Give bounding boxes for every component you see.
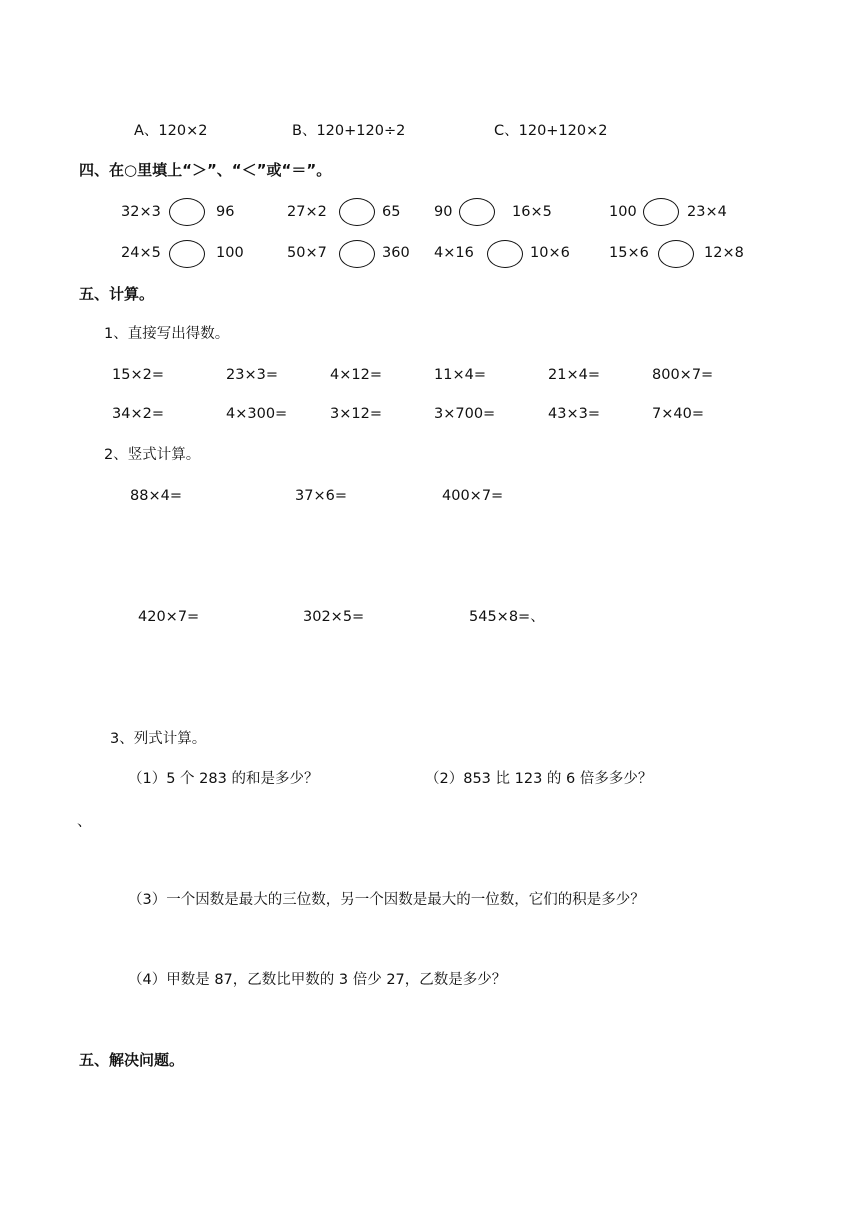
- vertical-problem: 302×5=: [303, 609, 365, 625]
- compare-left: 15×6: [609, 245, 649, 261]
- oral-problem: 4×300=: [226, 406, 288, 422]
- part-1-title: 1、直接写出得数。: [104, 326, 230, 342]
- oral-problem: 11×4=: [434, 367, 486, 383]
- compare-left: 90: [434, 204, 453, 220]
- compare-right: 65: [382, 204, 401, 220]
- oral-problem: 43×3=: [548, 406, 600, 422]
- oral-problem: 7×40=: [652, 406, 704, 422]
- oral-problem: 3×12=: [330, 406, 382, 422]
- oral-problem: 800×7=: [652, 367, 714, 383]
- compare-oval[interactable]: [169, 198, 205, 226]
- compare-right: 96: [216, 204, 235, 220]
- oral-problem: 4×12=: [330, 367, 382, 383]
- oral-problem: 34×2=: [112, 406, 164, 422]
- part-3-title: 3、列式计算。: [110, 731, 207, 747]
- oral-problem: 3×700=: [434, 406, 496, 422]
- compare-right: 360: [382, 245, 410, 261]
- compare-oval[interactable]: [643, 198, 679, 226]
- compare-right: 12×8: [704, 245, 744, 261]
- oral-problem: 21×4=: [548, 367, 600, 383]
- option-b: B、120+120÷2: [292, 123, 406, 139]
- vertical-problem: 545×8=、: [469, 609, 545, 625]
- option-c: C、120+120×2: [494, 123, 608, 139]
- compare-oval[interactable]: [339, 198, 375, 226]
- compare-left: 100: [609, 204, 637, 220]
- word-question-2: （2）853 比 123 的 6 倍多多少？: [425, 771, 653, 787]
- compare-left: 24×5: [121, 245, 161, 261]
- word-question-1: （1）5 个 283 的和是多少？: [128, 771, 319, 787]
- compare-oval[interactable]: [459, 198, 495, 226]
- compare-left: 4×16: [434, 245, 474, 261]
- compare-left: 50×7: [287, 245, 327, 261]
- compare-right: 16×5: [512, 204, 552, 220]
- vertical-problem: 37×6=: [295, 488, 347, 504]
- compare-right: 10×6: [530, 245, 570, 261]
- compare-oval[interactable]: [487, 240, 523, 268]
- oral-problem: 15×2=: [112, 367, 164, 383]
- word-question-4: （4）甲数是 87，乙数比甲数的 3 倍少 27，乙数是多少？: [128, 972, 507, 988]
- section-4-title: 四、在○里填上“＞”、“＜”或“＝”。: [79, 161, 332, 179]
- oral-problem: 23×3=: [226, 367, 278, 383]
- section-5-title: 五、计算。: [79, 285, 155, 303]
- stray-mark: 、: [77, 814, 92, 830]
- compare-left: 32×3: [121, 204, 161, 220]
- compare-oval[interactable]: [169, 240, 205, 268]
- compare-oval[interactable]: [658, 240, 694, 268]
- compare-oval[interactable]: [339, 240, 375, 268]
- word-question-3: （3）一个因数是最大的三位数，另一个因数是最大的一位数，它们的积是多少？: [128, 892, 645, 908]
- option-a: A、120×2: [134, 123, 208, 139]
- compare-right: 100: [216, 245, 244, 261]
- vertical-problem: 88×4=: [130, 488, 182, 504]
- part-2-title: 2、竖式计算。: [104, 447, 201, 463]
- compare-left: 27×2: [287, 204, 327, 220]
- section-problem-solving-title: 五、解决问题。: [79, 1051, 185, 1069]
- vertical-problem: 400×7=: [442, 488, 504, 504]
- compare-right: 23×4: [687, 204, 727, 220]
- vertical-problem: 420×7=: [138, 609, 200, 625]
